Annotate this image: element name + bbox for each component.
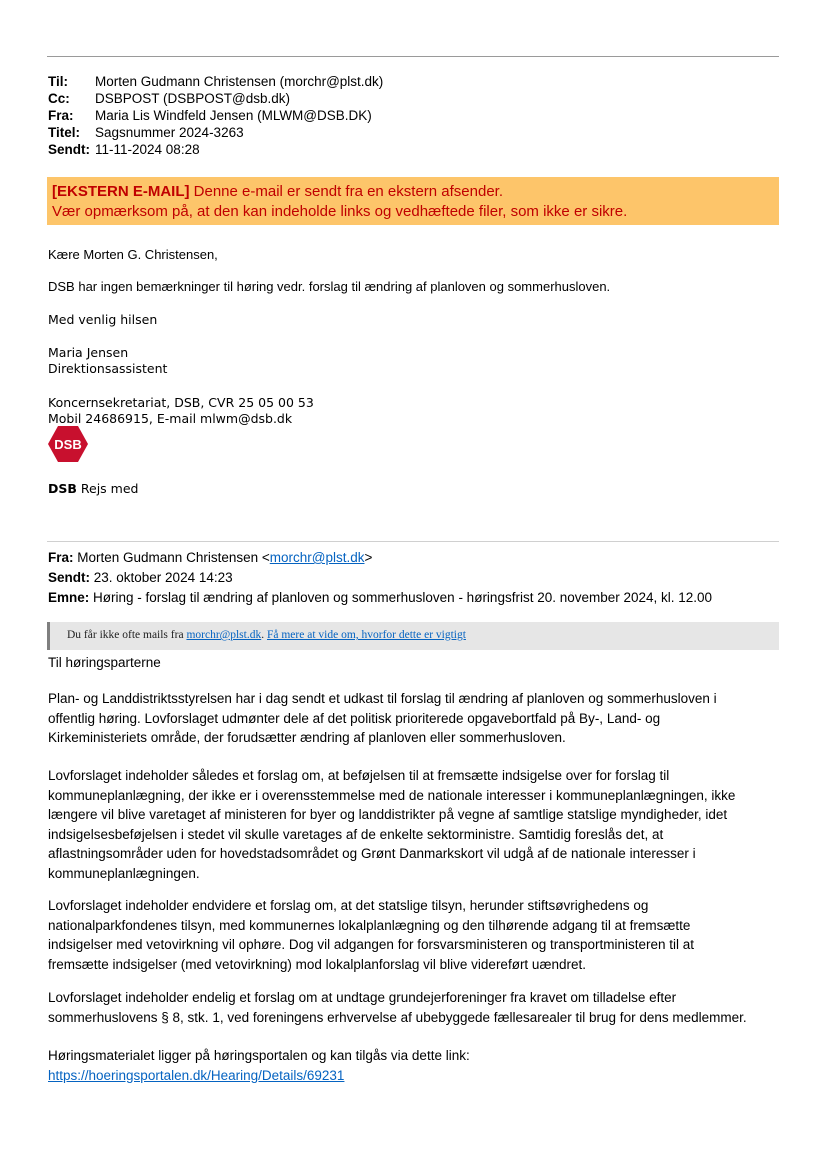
paragraph-2-line: Lovforslaget indeholder således et forslag om, at beføjelsen til at fremsætte indsigelse over for forslag til bbox=[48, 768, 670, 783]
paragraph-3-line: fremsætte indsigelser (med vetovirkning) mod lokalplanforslag vil blive videreført uændret. bbox=[48, 956, 586, 972]
top-divider bbox=[47, 56, 779, 57]
paragraph-3-line: indsigelser med vetovirkning vil ophøre. Dog vil adgangen for forsvarsministeren og transportministeren til at bbox=[48, 937, 695, 952]
cc-value: DSBPOST (DSBPOST@dsb.dk) bbox=[95, 91, 291, 106]
paragraph-1-line: Plan- og Landdistriktsstyrelsen har i dag sendt et udkast til forslag til ændring af planloven og sommerhusloven i bbox=[48, 691, 717, 706]
paragraph-3-line: Lovforslaget indeholder endvidere et forslag om, at det statslige tilsyn, herunder stiftsøvrighedens og bbox=[48, 898, 649, 913]
paragraph-5-text: Høringsmaterialet ligger på høringsportalen og kan tilgås via dette link: bbox=[48, 1048, 470, 1063]
paragraph-2-line: kommuneplanlægning, der ikke er i overensstemmelse med de nationale interesser i kommuneplanlægningen, ikke bbox=[48, 787, 736, 803]
paragraph-2 bbox=[48, 766, 780, 883]
paragraph-2-line: længere vil blive varetaget af ministeren for byer og landdistrikter på vegne af samtlige statslige myndigheder, idet bbox=[48, 807, 728, 822]
from-row bbox=[48, 107, 383, 124]
paragraph-4-line: sommerhuslovens § 8, stk. 1, ved foreningens erhvervelse af ubebyggede fællesarealer til brug for dens medlemmer. bbox=[48, 1009, 747, 1025]
banner-line1: Denne e-mail er sendt fra en ekstern afsender. bbox=[189, 183, 504, 200]
fwd-sent-label: Sendt: bbox=[48, 570, 90, 585]
paragraph-3-line: nationalparkfondenes tilsyn, med kommunernes lokalplanlægning og den tilhørende adgang til at fremsætte bbox=[48, 917, 691, 933]
signature-org: Koncernsekretariat, DSB, CVR 25 05 00 53 bbox=[48, 395, 314, 410]
title-value: Sagsnummer 2024-3263 bbox=[95, 125, 244, 140]
notice-sep: . bbox=[261, 629, 267, 641]
to-value: Morten Gudmann Christensen (morchr@plst.dk) bbox=[95, 74, 384, 89]
fwd-from-row bbox=[48, 548, 712, 568]
reply-closing: Med venlig hilsen bbox=[48, 312, 158, 327]
paragraph-2-line: aflastningsområder uden for hovedstadsområdet og Grønt Danmarkskort vil udgå af de nationale interesser i bbox=[48, 846, 696, 861]
title-row bbox=[48, 124, 383, 141]
fwd-subject-value: Høring - forslag til ændring af planloven og sommerhusloven - høringsfrist 20. november 2024, kl. 12.00 bbox=[89, 590, 713, 605]
cc-row bbox=[48, 90, 383, 107]
email-header bbox=[48, 73, 383, 158]
forward-divider bbox=[47, 541, 779, 542]
sent-row bbox=[48, 141, 383, 158]
to-label: Til: bbox=[48, 74, 68, 89]
first-contact-notice bbox=[47, 622, 779, 650]
forwarded-header bbox=[48, 548, 712, 608]
notice-email-link[interactable]: morchr@plst.dk bbox=[186, 629, 262, 641]
notice-learn-more-link[interactable]: Få mere at vide om, hvorfor dette er vigtigt bbox=[266, 629, 466, 641]
fwd-sent-row bbox=[48, 568, 712, 588]
fwd-from-email-link[interactable]: morchr@plst.dk bbox=[269, 550, 365, 565]
title-label: Titel: bbox=[48, 125, 81, 140]
paragraph-1-line: offentlig høring. Lovforslaget udmønter dele af det politisk prioriterede opgavebortfald på By-, Land- og bbox=[48, 710, 661, 726]
sent-value: 11-11-2024 08:28 bbox=[95, 142, 200, 157]
paragraph-4 bbox=[48, 988, 780, 1027]
paragraph-5 bbox=[48, 1046, 780, 1085]
notice-text bbox=[67, 629, 466, 641]
signature-slogan bbox=[48, 480, 138, 497]
slogan-rest: Rejs med bbox=[76, 481, 139, 496]
slogan-bold: DSB bbox=[48, 481, 77, 496]
fwd-from-label: Fra: bbox=[48, 550, 74, 565]
cc-label: Cc: bbox=[48, 91, 70, 106]
fwd-subject-row bbox=[48, 588, 712, 608]
fwd-from-close: > bbox=[364, 550, 373, 565]
paragraph-1-line: Kirkeministeriets område, der forudsætter ændring af planloven eller sommerhusloven. bbox=[48, 730, 566, 745]
sent-label: Sendt: bbox=[48, 142, 90, 157]
banner-tag: [EKSTERN E-MAIL] bbox=[52, 183, 190, 200]
signature-name: Maria Jensen bbox=[48, 345, 129, 360]
signature-role: Direktionsassistent bbox=[48, 361, 168, 376]
signature-contact: Mobil 24686915, E-mail mlwm@dsb.dk bbox=[48, 411, 293, 426]
fwd-from-name: Morten Gudmann Christensen < bbox=[73, 550, 270, 565]
dsb-logo bbox=[47, 425, 89, 463]
paragraph-3 bbox=[48, 896, 780, 974]
external-email-banner bbox=[47, 177, 779, 225]
paragraph-2-line: kommuneplanlægningen. bbox=[48, 865, 200, 881]
dsb-logo-text: DSB bbox=[54, 437, 82, 452]
paragraph-4-line: Lovforslaget indeholder endelig et forslag om at undtage grundejerforeninger fra kravet om tilladelse efter bbox=[48, 990, 677, 1005]
banner-line2: Vær opmærksom på, at den kan indeholde links og vedhæftede filer, som ikke er sikre. bbox=[52, 203, 628, 220]
to-row bbox=[48, 73, 383, 90]
from-value: Maria Lis Windfeld Jensen (MLWM@DSB.DK) bbox=[95, 108, 372, 123]
fwd-sent-value: 23. oktober 2024 14:23 bbox=[90, 570, 233, 585]
letter-salutation: Til høringsparterne bbox=[48, 655, 161, 670]
hearing-portal-link[interactable]: https://hoeringsportalen.dk/Hearing/Details/69231 bbox=[48, 1067, 345, 1083]
reply-greeting: Kære Morten G. Christensen, bbox=[48, 247, 218, 262]
paragraph-2-line: indsigelsesbeføjelsen i stedet vil skulle varetages af de enkelte sektorministre. Samtidig foreslås det, at bbox=[48, 826, 664, 842]
reply-body: DSB har ingen bemærkninger til høring vedr. forslag til ændring af planloven og sommerhusloven. bbox=[48, 279, 611, 294]
paragraph-1 bbox=[48, 689, 780, 748]
fwd-subject-label: Emne: bbox=[48, 590, 90, 605]
from-label: Fra: bbox=[48, 108, 74, 123]
banner-text bbox=[52, 182, 627, 222]
notice-prefix: Du får ikke ofte mails fra bbox=[67, 629, 187, 641]
